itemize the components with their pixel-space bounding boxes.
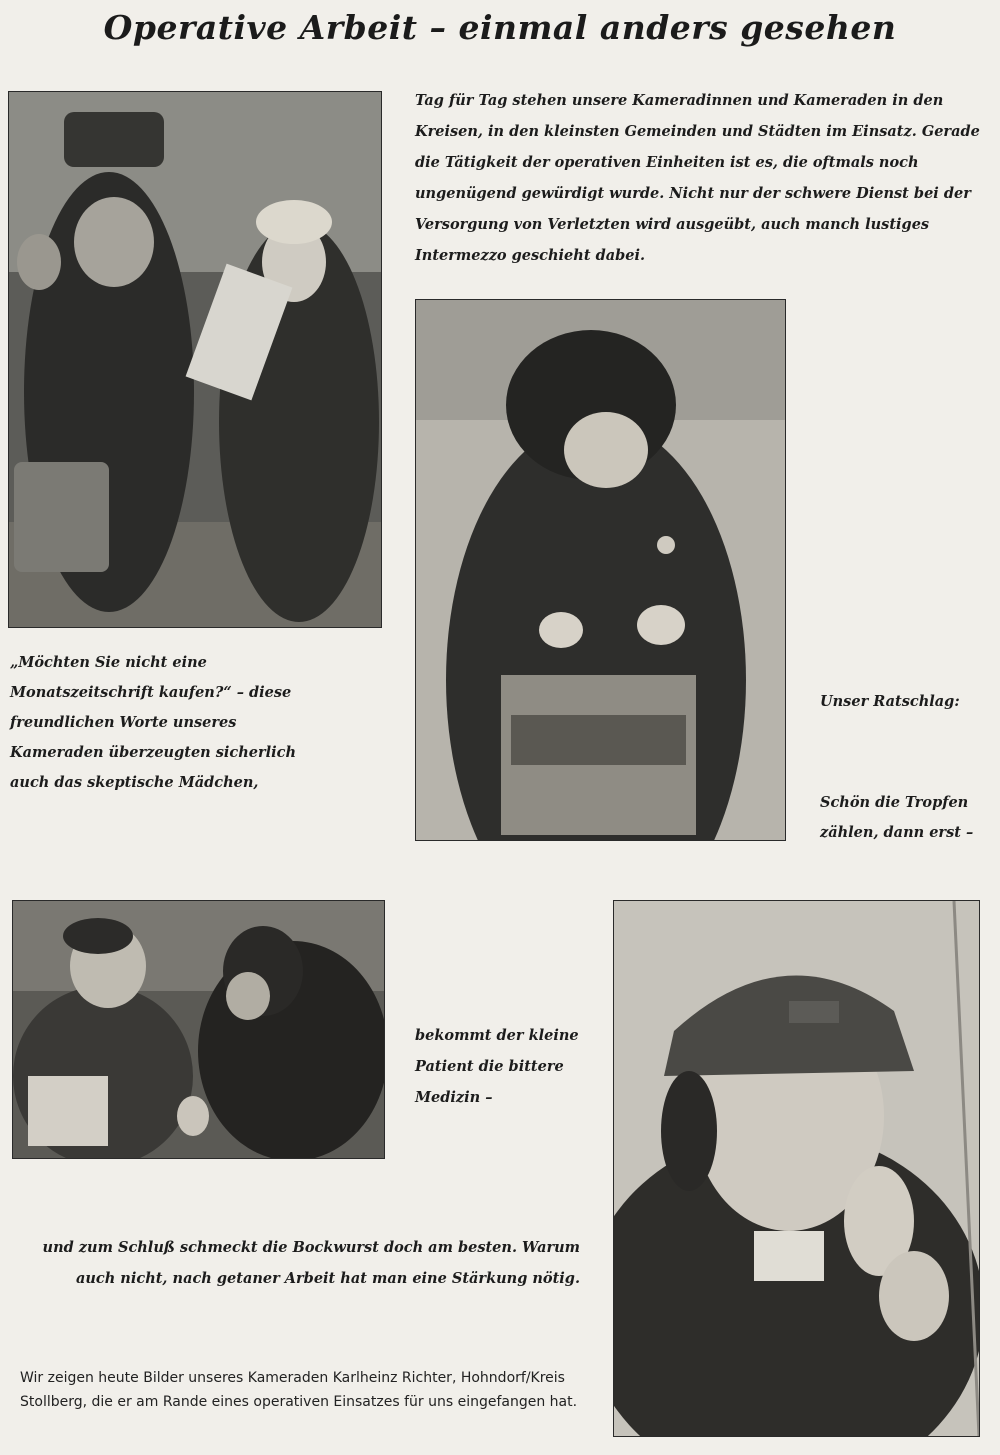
caption-bockwurst: und zum Schluß schmeckt die Bockwurst doch am besten. Warum auch nicht, nach getaner Arbeit hat man eine Stärkung nötig. [42, 1239, 580, 1287]
photo-counting-drops [415, 299, 786, 841]
caption-drops: Schön die Tropfen zählen, dann erst – [820, 794, 974, 841]
caption-magazine: „Möchten Sie nicht eine Monatszeitschrift kaufen?“ – diese freundlichen Worte unseres Kameraden überzeugten sicherlich auch das skeptische Mädchen, [10, 654, 297, 791]
photo-credit: Wir zeigen heute Bilder unseres Kameraden Karlheinz Richter, Hohndorf/Kreis Stollberg, die er am Rande eines operativen Einsatzes für uns eingefangen hat. [20, 1370, 578, 1410]
photo-woman-eating [613, 900, 980, 1437]
caption-advice-heading: Unser Ratschlag: [820, 693, 960, 710]
intro-text: Tag für Tag stehen unsere Kameradinnen und Kameraden in den Kreisen, in den kleinsten Gemeinden und Städten im Einsatz. Gerade die Tätigkeit der operativen Einheiten ist es, die oftmals noch ungenügend gewürdigt wurde. Nicht nur der schwere Dienst bei der Versorgung von Verletzten wird ausgeübt, auch manch lustiges Intermezzo geschieht dabei. [415, 92, 980, 264]
caption-medicine: bekommt der kleine Patient die bittere Medizin – [415, 1027, 579, 1106]
photo-magazine-sale [8, 91, 382, 628]
photo-child-medicine [12, 900, 385, 1159]
page-title: Operative Arbeit – einmal anders gesehen [103, 8, 897, 47]
